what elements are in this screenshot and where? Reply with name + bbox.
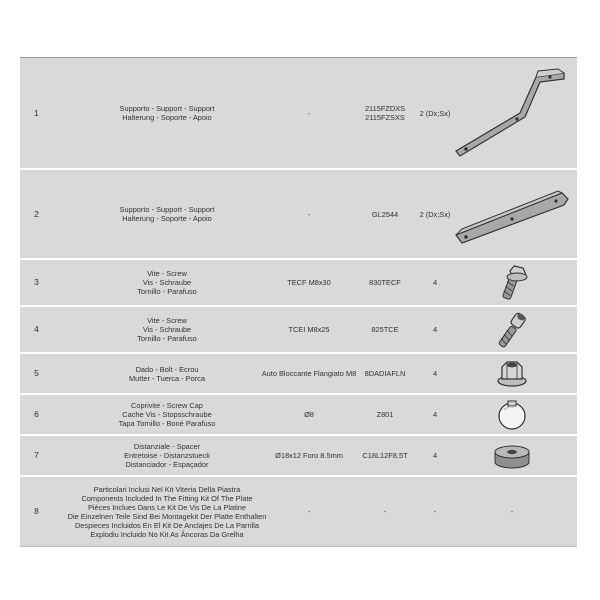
item-description: Vite - Screw Vis - Schraube Tornillo - Parafuso xyxy=(137,316,197,343)
item-spec: Auto Bloccante Flangiato M8 xyxy=(261,369,357,378)
item-description: Dado - Bolt - Ecrou Mutter - Tuerca - Porca xyxy=(129,364,205,383)
item-spec: - xyxy=(307,209,311,219)
item-image xyxy=(448,170,576,258)
item-code: 825TCE xyxy=(371,325,399,334)
table-row xyxy=(20,354,577,395)
flange-hex-screw-icon xyxy=(492,263,532,303)
item-spec: - xyxy=(307,108,311,118)
parts-table xyxy=(20,57,577,547)
item-number: 2 xyxy=(34,208,39,219)
socket-head-screw-icon xyxy=(492,310,532,350)
item-code: GL2544 xyxy=(371,209,399,219)
item-description: Distanziale - Spacer Entretoise - Distanzstueck Distanciador - Espaçador xyxy=(124,442,210,469)
item-quantity: 4 xyxy=(432,325,438,334)
item-image xyxy=(448,307,576,352)
item-number: 5 xyxy=(34,368,39,378)
item-code: C18L12F8,5T xyxy=(362,451,408,460)
table-row xyxy=(20,477,577,547)
item-number: 4 xyxy=(34,324,39,334)
item-quantity: 4 xyxy=(432,451,438,460)
item-number: 7 xyxy=(34,450,39,460)
table-row xyxy=(20,307,577,354)
item-number: 8 xyxy=(34,506,39,516)
item-code: 2115FZDXS 2115FZSXS xyxy=(364,104,406,122)
item-code: - xyxy=(383,507,387,516)
item-code: Z801 xyxy=(376,410,394,419)
item-description: Supporto - Support - Support Halterung - Soporte - Apoio xyxy=(119,205,215,223)
item-image xyxy=(448,436,576,475)
screw-cap-icon xyxy=(495,398,529,432)
table-row xyxy=(20,436,577,477)
item-code: 8DADIAFLN xyxy=(364,369,406,378)
bent-bracket-bar-icon xyxy=(452,63,572,163)
item-spec: TECF M8x30 xyxy=(287,278,331,287)
item-number: 6 xyxy=(34,409,39,419)
item-quantity: 2 (Dx;Sx) xyxy=(419,209,451,219)
item-image xyxy=(448,260,576,305)
item-quantity: 4 xyxy=(432,278,438,287)
flat-bracket-plate-icon xyxy=(452,179,572,249)
item-spec: Ø18x12 Foro 8.5mm xyxy=(275,451,343,460)
table-row xyxy=(20,58,577,170)
item-image xyxy=(448,395,576,434)
item-number: 1 xyxy=(34,107,39,118)
item-spec: Ø8 xyxy=(304,410,314,419)
item-quantity: 4 xyxy=(432,369,438,378)
item-image xyxy=(448,58,576,168)
flange-lock-nut-icon xyxy=(495,359,529,389)
item-spec: TCEI M8x25 xyxy=(288,325,330,334)
item-description: Particolari Inclusi Nel Kit Viteria Della Piastra Components Included In The Fitting Kit Of The Plate Pièces Inclues Dans Le Kit De Vis De La Platine Die Einzelnen Teile Sind Bei Montagekit Der Platte Enthalten Despieces Incluidos En El Kit De Anclajes De La Parrilla Explodiu Incluido No Kit As Âncoras Da Grelha xyxy=(67,484,267,539)
table-row xyxy=(20,170,577,260)
table-row xyxy=(20,260,577,307)
item-quantity: - xyxy=(433,507,437,516)
item-code: 830TECF xyxy=(369,278,401,287)
item-description: Vite - Screw Vis - Schraube Tornillo - Parafuso xyxy=(137,269,197,296)
item-description: Coprivite - Screw Cap Cache Vis - Stopsschraube Tapa Tornillo - Boné Parafuso xyxy=(118,401,216,428)
item-description: Supporto - Support - Support Halterung - Soporte - Apoio xyxy=(119,104,215,122)
item-quantity: 2 (Dx;Sx) xyxy=(419,108,451,118)
item-image: - xyxy=(510,507,514,516)
table-row xyxy=(20,395,577,436)
item-number: 3 xyxy=(34,277,39,287)
item-quantity: 4 xyxy=(432,410,438,419)
item-spec: - xyxy=(307,507,311,516)
item-image xyxy=(448,354,576,393)
spacer-ring-icon xyxy=(492,440,532,472)
